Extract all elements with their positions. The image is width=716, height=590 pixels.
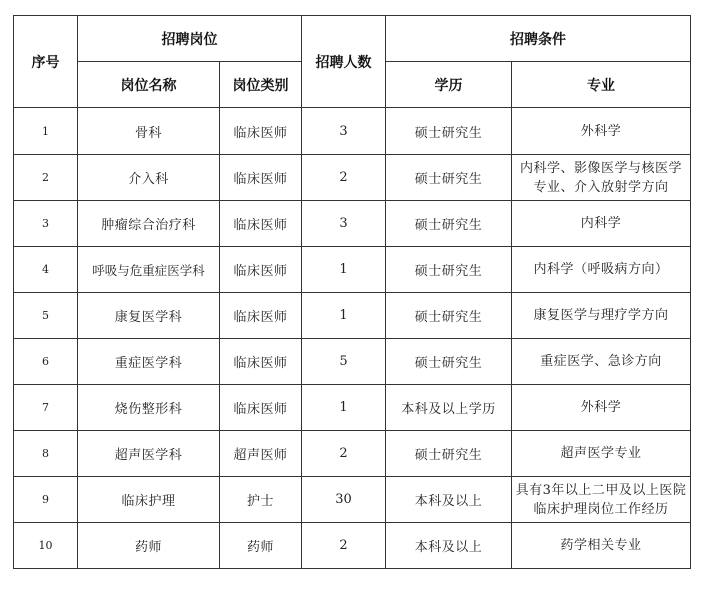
cell-position-name: 超声医学科 xyxy=(78,431,220,477)
cell-count: 1 xyxy=(302,385,386,431)
cell-major: 内科学、影像医学与核医学专业、介入放射学方向 xyxy=(512,155,691,201)
table-row xyxy=(14,155,691,201)
cell-index: 5 xyxy=(14,293,78,339)
table-row xyxy=(14,523,691,569)
recruitment-table-container xyxy=(13,15,690,569)
cell-position-name: 临床护理 xyxy=(78,477,220,523)
cell-position-name: 重症医学科 xyxy=(78,339,220,385)
cell-count: 1 xyxy=(302,293,386,339)
cell-index: 7 xyxy=(14,385,78,431)
cell-major: 内科学（呼吸病方向） xyxy=(512,247,691,293)
header-index: 序号 xyxy=(14,16,78,108)
header-count: 招聘人数 xyxy=(302,16,386,108)
table-row xyxy=(14,385,691,431)
cell-position-name: 烧伤整形科 xyxy=(78,385,220,431)
cell-count: 3 xyxy=(302,201,386,247)
cell-education: 本科及以上学历 xyxy=(386,385,512,431)
cell-position-type: 临床医师 xyxy=(220,293,302,339)
header-requirements-group: 招聘条件 xyxy=(386,16,691,62)
cell-count: 2 xyxy=(302,431,386,477)
cell-count: 2 xyxy=(302,155,386,201)
cell-major: 外科学 xyxy=(512,385,691,431)
cell-major: 外科学 xyxy=(512,108,691,155)
cell-major: 内科学 xyxy=(512,201,691,247)
cell-count: 5 xyxy=(302,339,386,385)
cell-position-type: 临床医师 xyxy=(220,155,302,201)
cell-education: 硕士研究生 xyxy=(386,201,512,247)
recruitment-table xyxy=(13,15,691,569)
table-row xyxy=(14,431,691,477)
header-position-name: 岗位名称 xyxy=(78,62,220,108)
cell-position-name: 介入科 xyxy=(78,155,220,201)
cell-position-name: 药师 xyxy=(78,523,220,569)
cell-count: 1 xyxy=(302,247,386,293)
table-row xyxy=(14,293,691,339)
cell-position-type: 药师 xyxy=(220,523,302,569)
cell-index: 6 xyxy=(14,339,78,385)
cell-index: 3 xyxy=(14,201,78,247)
header-major: 专业 xyxy=(512,62,691,108)
cell-index: 1 xyxy=(14,108,78,155)
cell-position-name: 骨科 xyxy=(78,108,220,155)
cell-education: 本科及以上 xyxy=(386,523,512,569)
cell-education: 硕士研究生 xyxy=(386,108,512,155)
cell-education: 硕士研究生 xyxy=(386,339,512,385)
table-row xyxy=(14,201,691,247)
cell-position-name: 肿瘤综合治疗科 xyxy=(78,201,220,247)
cell-major: 重症医学、急诊方向 xyxy=(512,339,691,385)
cell-count: 3 xyxy=(302,108,386,155)
cell-position-type: 临床医师 xyxy=(220,385,302,431)
cell-position-type: 临床医师 xyxy=(220,108,302,155)
cell-education: 硕士研究生 xyxy=(386,431,512,477)
cell-index: 4 xyxy=(14,247,78,293)
cell-position-type: 临床医师 xyxy=(220,339,302,385)
table-row xyxy=(14,339,691,385)
cell-position-type: 临床医师 xyxy=(220,201,302,247)
cell-position-type: 临床医师 xyxy=(220,247,302,293)
cell-index: 9 xyxy=(14,477,78,523)
cell-education: 本科及以上 xyxy=(386,477,512,523)
table-row xyxy=(14,247,691,293)
cell-count: 30 xyxy=(302,477,386,523)
cell-index: 10 xyxy=(14,523,78,569)
header-position-group: 招聘岗位 xyxy=(78,16,302,62)
cell-count: 2 xyxy=(302,523,386,569)
cell-education: 硕士研究生 xyxy=(386,155,512,201)
header-position-type: 岗位类别 xyxy=(220,62,302,108)
cell-index: 8 xyxy=(14,431,78,477)
cell-major: 超声医学专业 xyxy=(512,431,691,477)
cell-major: 康复医学与理疗学方向 xyxy=(512,293,691,339)
cell-index: 2 xyxy=(14,155,78,201)
cell-education: 硕士研究生 xyxy=(386,293,512,339)
cell-position-name: 康复医学科 xyxy=(78,293,220,339)
cell-position-type: 护士 xyxy=(220,477,302,523)
cell-major: 具有3年以上二甲及以上医院临床护理岗位工作经历 xyxy=(512,477,691,523)
cell-education: 硕士研究生 xyxy=(386,247,512,293)
cell-position-type: 超声医师 xyxy=(220,431,302,477)
cell-position-name: 呼吸与危重症医学科 xyxy=(78,247,220,293)
table-row xyxy=(14,477,691,523)
table-row xyxy=(14,108,691,155)
header-education: 学历 xyxy=(386,62,512,108)
cell-major: 药学相关专业 xyxy=(512,523,691,569)
